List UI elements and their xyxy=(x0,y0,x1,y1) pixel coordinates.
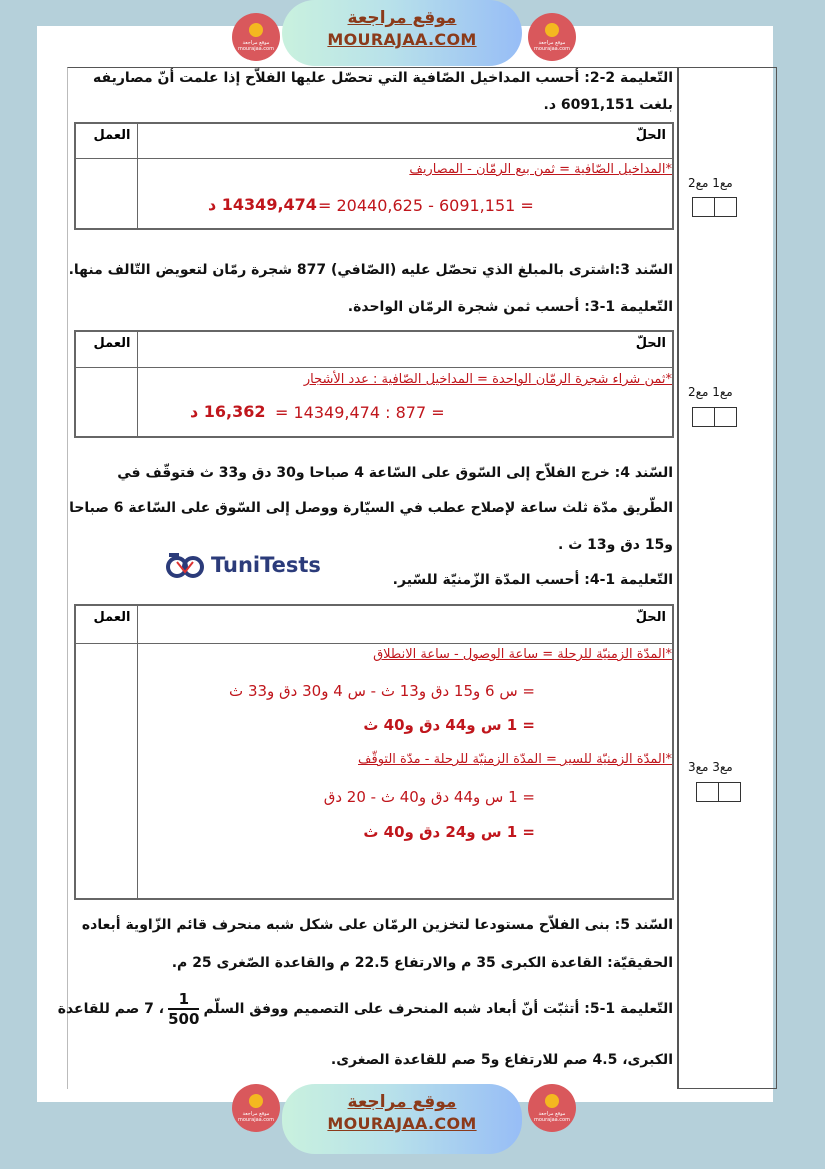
calc-2-2 xyxy=(208,195,317,214)
logo-icon xyxy=(545,1094,559,1108)
mourajaa-badge-right: موقع مراجعة mourajaa.com xyxy=(528,13,576,61)
sanad-4-line2: الطّريق مدّة ثلث ساعة لإصلاح عطب في السيّارة ووصل إلى السّوق على السّاعة 6 صباحا xyxy=(69,500,673,516)
instruction-2-2-line1: التّعليمة 2-2: أحسب المداخيل الصّافية التي تحصّل عليها الفلاّح إذا علمت أنّ مصاريفه xyxy=(93,70,673,86)
calc-2-2-result: 14349,474 د xyxy=(208,195,317,214)
calc-3-1-result: 16,362 د xyxy=(190,402,266,421)
score-label-2-2: مع1 مع2 xyxy=(688,176,733,190)
work-cell xyxy=(75,643,137,899)
mourajaa-badge-left: موقع مراجعة mourajaa.com xyxy=(232,13,280,61)
solution-header: الحلّ xyxy=(137,605,673,643)
calc-4-1b: = 1 س و44 دق و40 ث - 20 دق xyxy=(323,788,535,806)
score-column xyxy=(678,67,777,1089)
site-name-en: MOURAJAA.COM xyxy=(327,30,477,49)
scale-fraction: $\frac{1}{500}$ xyxy=(168,990,200,1028)
mourajaa-banner-top[interactable] xyxy=(282,0,522,66)
sanad-3-text: السّند 3:اشترى بالمبلغ الذي تحصّل عليه (الصّافي) 877 شجرة رمّان لتعويض التّالف منها. xyxy=(68,262,673,278)
sanad-4-line3: و15 دق و13 ث . xyxy=(558,537,673,553)
instruction-5-1-part-a: التّعليمة 1-5: أتثبّت أنّ أبعاد شبه المنحرف على التصميم ووفق السلّم xyxy=(203,1001,673,1017)
sanad-5-line1: السّند 5: بنى الفلاّح مستودعا لتخزين الرمّان على شكل شبه منحرف قائم الزّاوية أبعاده xyxy=(81,917,673,933)
site-name-ar: موقع مراجعة xyxy=(347,8,457,28)
instruction-4-1: التّعليمة 1-4: أحسب المدّة الزّمنيّة للسّير. xyxy=(392,572,673,588)
solution-header: الحلّ xyxy=(137,331,673,367)
instruction-5-1 xyxy=(58,990,673,1028)
logo-icon xyxy=(249,1094,263,1108)
calc-2-2-expr: = 20440,625 - 6091,151 = xyxy=(318,196,534,215)
solution-header: الحلّ xyxy=(137,123,673,158)
site-name-ar: موقع مراجعة xyxy=(347,1092,457,1112)
sanad-5-line2: الحقيقيّة: القاعدة الكبرى 35 م والارتفاع 22.5 م والقاعدة الصّغرى 25 م. xyxy=(171,955,673,971)
score-box-2-2[interactable] xyxy=(692,197,737,217)
work-cell xyxy=(75,158,137,229)
work-header: العمل xyxy=(75,605,137,643)
sanad-4-line1: السّند 4: خرج الفلاّح إلى السّوق على السّاعة 4 صباحا و30 دق و33 ث فتوقّف في xyxy=(117,465,673,481)
result-4-1a: = 1 س و44 دق و40 ث xyxy=(363,716,535,734)
formula-4-1b: *المدّة الزمنيّة للسير = المدّة الزمنيّة للرحلة - مدّة التوقّف xyxy=(358,752,672,767)
instruction-5-1-part-b: ، 7 صم للقاعدة xyxy=(57,1001,165,1017)
score-box-4-1[interactable] xyxy=(696,782,741,802)
mourajaa-banner-bottom[interactable] xyxy=(282,1084,522,1154)
sanad-5-line4: الكبرى، 4.5 صم للارتفاع و5 صم للقاعدة الصغرى. xyxy=(330,1052,673,1068)
score-label-3-1: مع1 مع2 xyxy=(688,385,733,399)
formula-3-1: *ثمن شراء شجرة الرمّان الواحدة = المداخيل الصّافية : عدد الأشجار xyxy=(303,372,672,387)
instruction-3-1: التّعليمة 1-3: أحسب ثمن شجرة الرمّان الواحدة. xyxy=(347,299,673,315)
work-header: العمل xyxy=(75,123,137,158)
tunitests-logo-icon xyxy=(165,550,205,580)
score-label-4-1: مع3 مع3 xyxy=(688,760,733,774)
calc-3-1-expr: = 14349,474 : 877 = xyxy=(275,403,445,422)
formula-4-1a: *المدّة الزمنيّة للرحلة = ساعة الوصول - ساعة الانطلاق xyxy=(373,647,672,662)
logo-icon xyxy=(249,23,263,37)
tunitests-watermark: TuniTests xyxy=(165,546,335,584)
work-header: العمل xyxy=(75,331,137,367)
formula-2-2: *المداخيل الصّافية = ثمن بيع الرمّان - المصاريف xyxy=(409,162,672,177)
mourajaa-badge-left-bottom: موقع مراجعة mourajaa.com xyxy=(232,1084,280,1132)
score-box-3-1[interactable] xyxy=(692,407,737,427)
site-name-en: MOURAJAA.COM xyxy=(327,1114,477,1133)
logo-icon xyxy=(545,23,559,37)
work-cell xyxy=(75,367,137,437)
mourajaa-badge-right-bottom: موقع مراجعة mourajaa.com xyxy=(528,1084,576,1132)
result-4-1b: = 1 س و24 دق و40 ث xyxy=(363,823,535,841)
calc-4-1a: = س 6 و15 دق و13 ث - س 4 و30 دق و33 ث xyxy=(229,682,535,700)
instruction-2-2-line2: بلغت 6091,151 د. xyxy=(543,97,673,113)
